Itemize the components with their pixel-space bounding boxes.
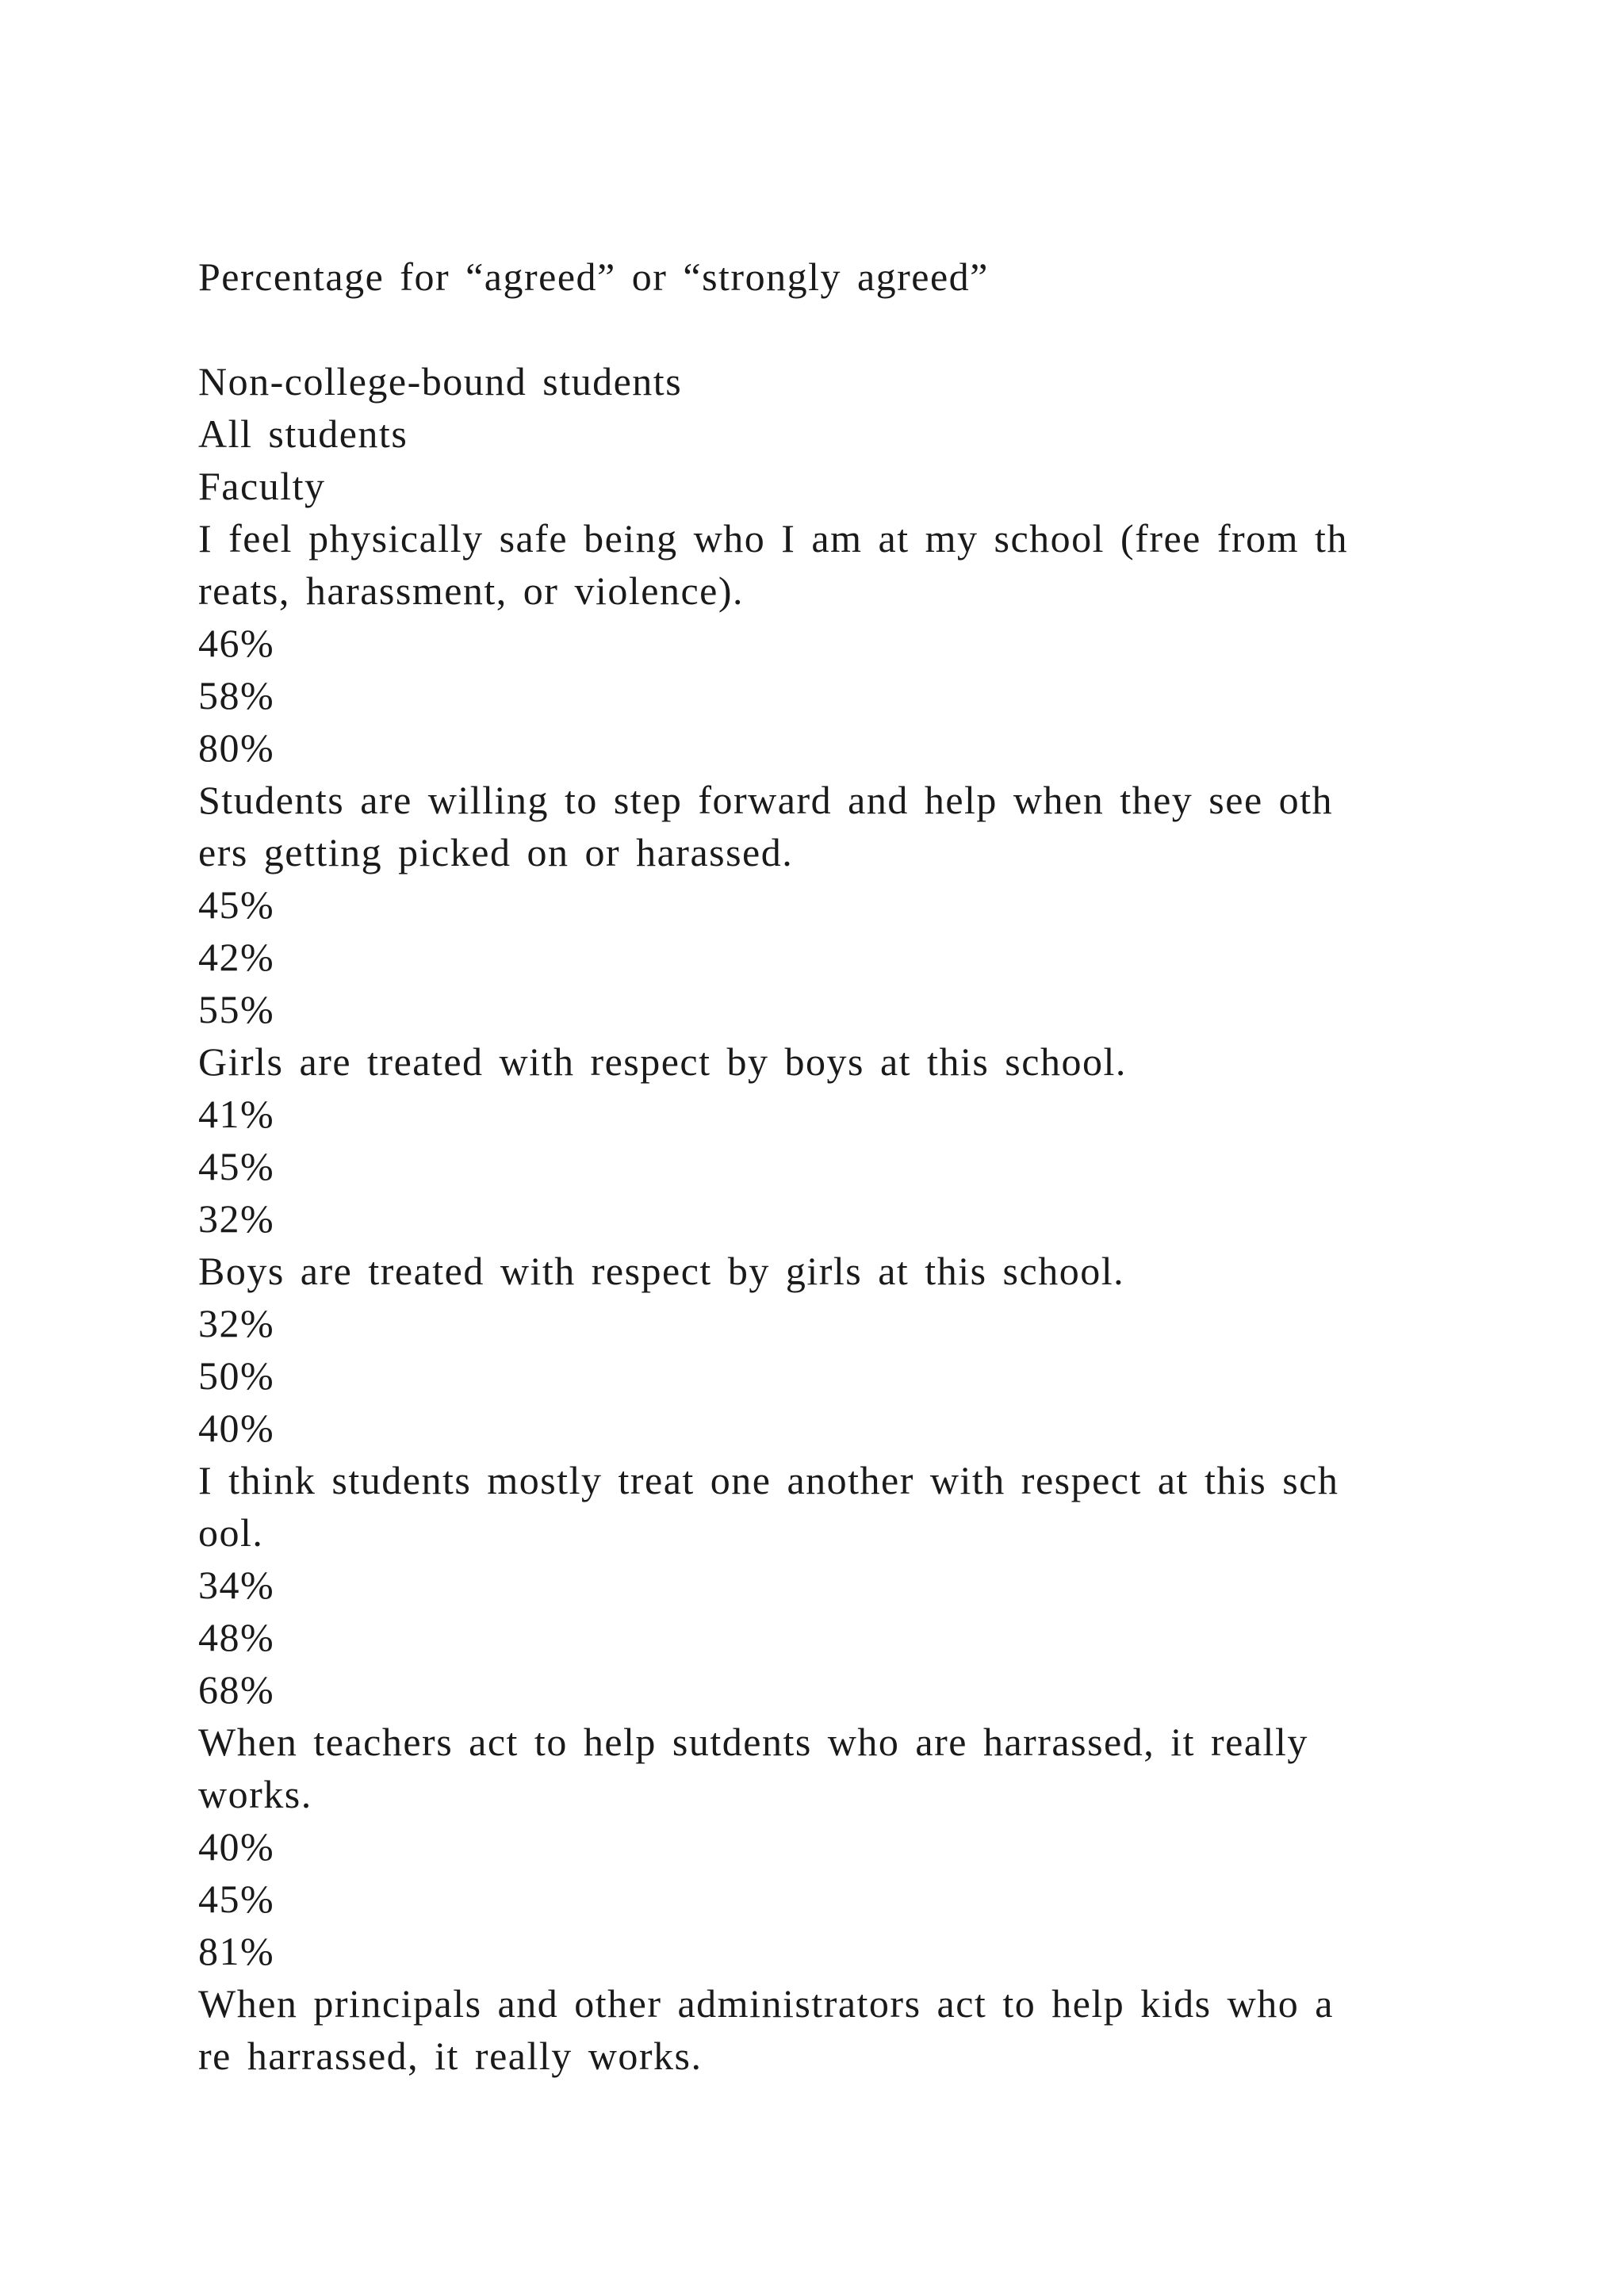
value-non-college: 32% [198, 1301, 275, 1345]
column-label-non-college: Non-college-bound students [198, 359, 683, 404]
blank-line [198, 303, 1435, 355]
heading: Percentage for “agreed” or “strongly agreed” [198, 254, 989, 299]
value-non-college: 45% [198, 882, 275, 927]
value-all-students: 45% [198, 1877, 275, 1921]
statement-line: reats, harassment, or violence). [198, 568, 744, 613]
column-label-faculty: Faculty [198, 464, 326, 508]
column-label-all-students: All students [198, 411, 408, 456]
value-faculty: 81% [198, 1929, 275, 1973]
value-faculty: 32% [198, 1196, 275, 1241]
statement-line: Students are willing to step forward and help when they see oth [198, 778, 1334, 822]
statement-line: Boys are treated with respect by girls at this school. [198, 1249, 1125, 1293]
document-page [198, 251, 1435, 2082]
value-faculty: 55% [198, 987, 275, 1031]
statement-line: When principals and other administrators act to help kids who a [198, 1981, 1334, 2026]
statement-line: Girls are treated with respect by boys at this school. [198, 1039, 1127, 1084]
value-all-students: 58% [198, 673, 275, 718]
value-faculty: 68% [198, 1667, 275, 1712]
value-non-college: 34% [198, 1563, 275, 1607]
value-faculty: 40% [198, 1406, 275, 1450]
value-all-students: 45% [198, 1144, 275, 1188]
statement-line: I think students mostly treat one another with respect at this sch [198, 1458, 1339, 1502]
value-non-college: 46% [198, 621, 275, 665]
value-all-students: 42% [198, 935, 275, 979]
value-all-students: 48% [198, 1615, 275, 1659]
value-non-college: 40% [198, 1824, 275, 1869]
value-all-students: 50% [198, 1353, 275, 1398]
statement-line: ers getting picked on or harassed. [198, 830, 794, 874]
statement-line: works. [198, 1772, 312, 1816]
statement-line: I feel physically safe being who I am at my school (free from th [198, 516, 1348, 561]
statement-line: ool. [198, 1510, 264, 1555]
statement-line: re harrassed, it really works. [198, 2034, 703, 2078]
value-non-college: 41% [198, 1092, 275, 1136]
statement-line: When teachers act to help sutdents who are harrassed, it really [198, 1720, 1308, 1764]
value-faculty: 80% [198, 725, 275, 770]
